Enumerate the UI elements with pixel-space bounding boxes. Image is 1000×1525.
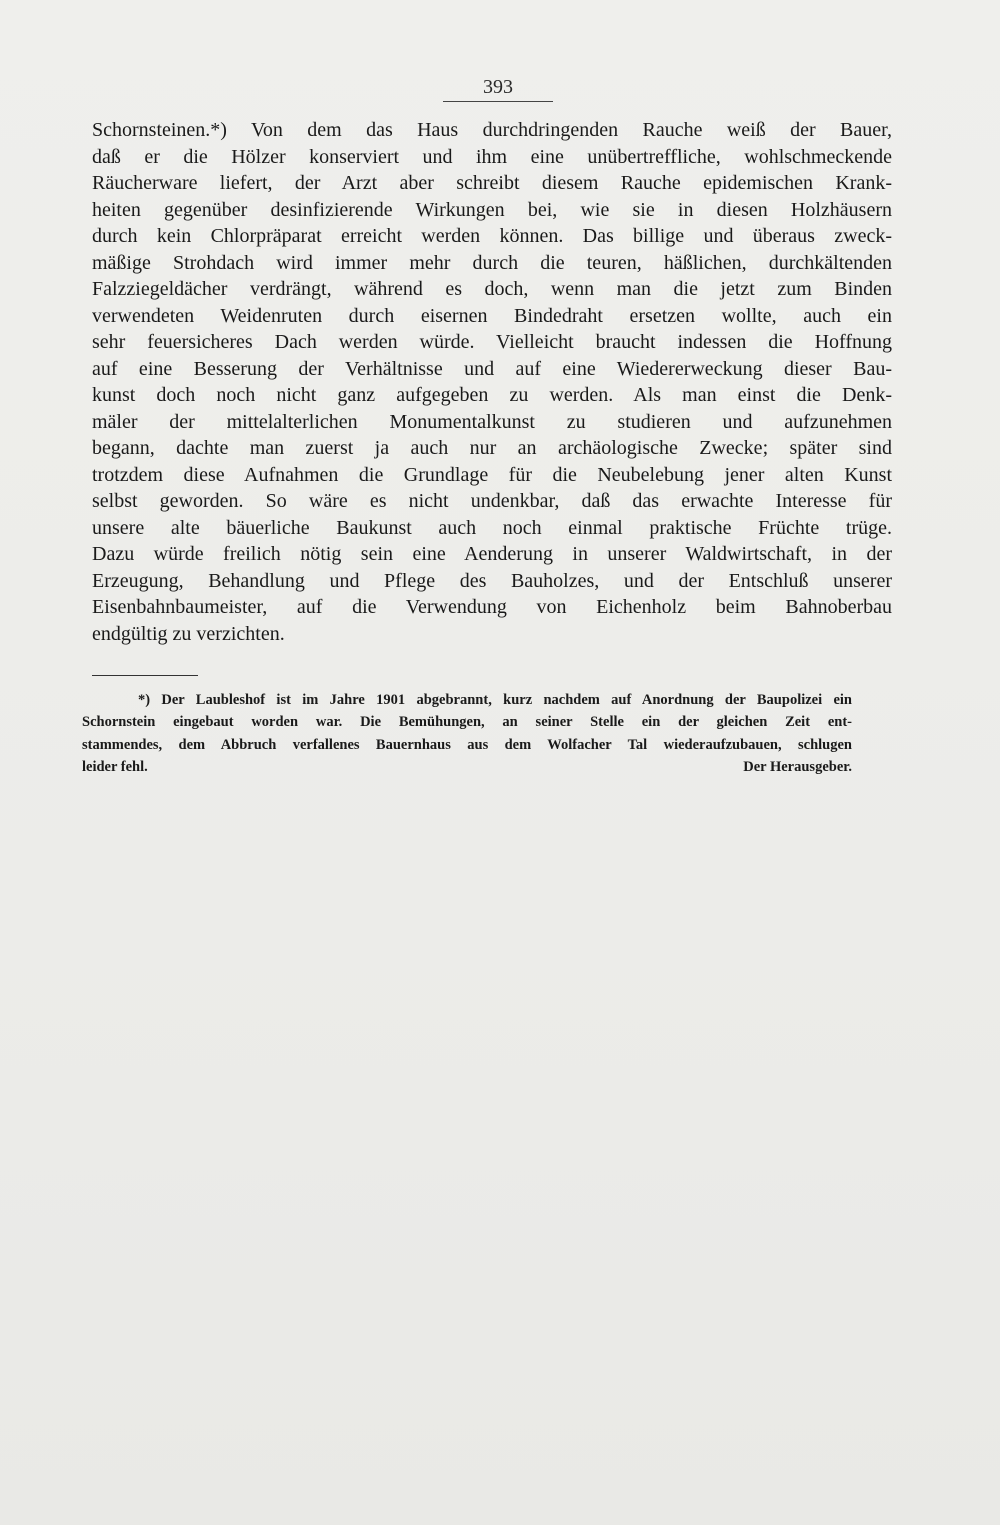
page-number: 393	[443, 76, 553, 102]
text-line: begann, dachte man zuerst ja auch nur an archäologische Zwecke; später sind	[92, 437, 892, 459]
text-line: kunst doch noch nicht ganz aufgegeben zu werden. Als man einst die Denk-	[92, 384, 892, 406]
text-line: Falzziegeldächer verdrängt, während es doch, wenn man die jetzt zum Binden	[92, 278, 892, 300]
text-line: mäler der mittelalterlichen Monumentalkunst zu studieren und aufzunehmen	[92, 410, 892, 433]
text-line: Erzeugung, Behandlung und Pflege des Bauholzes, und der Entschluß unserer	[92, 569, 892, 592]
footnote-last-line	[82, 756, 852, 778]
text-line: daß er die Hölzer konserviert und ihm eine unübertreffliche, wohlschmeckende	[92, 145, 892, 168]
text-line: mäßige Strohdach wird immer mehr durch die teuren, häßlichen, durchkältenden	[92, 251, 892, 274]
footnote-line: leider fehl.	[82, 758, 148, 775]
text-line: heiten gegenüber desinfizierende Wirkungen bei, wie sie in diesen Holzhäusern	[92, 198, 892, 221]
text-line: sehr feuersicheres Dach werden würde. Vielleicht braucht indessen die Hoffnung	[92, 331, 892, 353]
footnote-line: stammendes, dem Abbruch verfallenes Bauernhaus aus dem Wolfacher Tal wiederaufzubauen, schlugen	[82, 736, 852, 753]
text-line: Eisenbahnbaumeister, auf die Verwendung von Eichenholz beim Bahnoberbau	[92, 596, 892, 618]
text-line: verwendeten Weidenruten durch eisernen Bindedraht ersetzen wollte, auch ein	[92, 304, 892, 327]
text-line: Dazu würde freilich nötig sein eine Aenderung in unserer Waldwirtschaft, in der	[92, 543, 892, 565]
footnote-line: Schornstein eingebaut worden war. Die Bemühungen, an seiner Stelle ein der gleichen Zeit ent-	[82, 714, 852, 731]
text-line: Schornsteinen.*) Von dem das Haus durchdringenden Rauche weiß der Bauer,	[92, 119, 892, 141]
footnote-divider	[92, 675, 198, 676]
text-line: endgültig zu verzichten.	[92, 622, 285, 645]
footnote-line: *) Der Laubleshof ist im Jahre 1901 abgebrannt, kurz nachdem auf Anordnung der Baupolizei ein	[138, 692, 852, 708]
text-line: auf eine Besserung der Verhältnisse und auf eine Wiedererweckung dieser Bau-	[92, 357, 892, 380]
body-text	[92, 117, 892, 647]
footnote-signature: Der Herausgeber.	[743, 758, 852, 775]
text-line: trotzdem diese Aufnahmen die Grundlage für die Neubelebung jener alten Kunst	[92, 463, 892, 486]
text-line: selbst geworden. So wäre es nicht undenkbar, daß das erwachte Interesse für	[92, 490, 892, 512]
footnote	[82, 689, 852, 778]
text-line: Räucherware liefert, der Arzt aber schreibt diesem Rauche epidemischen Krank-	[92, 172, 892, 194]
text-line: unsere alte bäuerliche Baukunst auch noch einmal praktische Früchte trüge.	[92, 516, 892, 539]
text-line: durch kein Chlorpräparat erreicht werden können. Das billige und überaus zweck-	[92, 225, 892, 247]
